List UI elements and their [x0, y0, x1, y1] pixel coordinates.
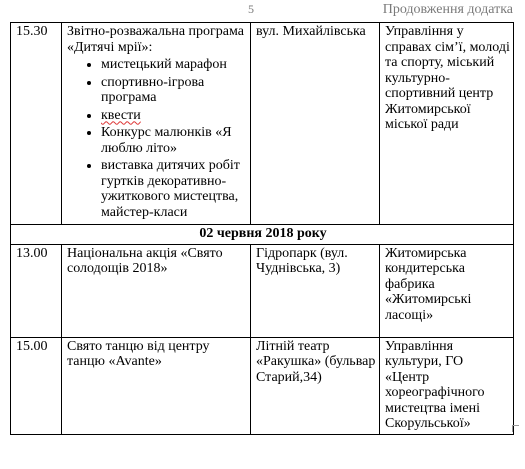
- event-title: Звітно-розважальна програма «Дитячі мрії»:: [67, 24, 244, 55]
- organizer-cell: Житомирська кондитерська фабрика «Житомирські ласощі»: [380, 244, 514, 337]
- event-cell: [62, 23, 251, 225]
- event-schedule-table: [10, 22, 514, 435]
- date-heading: 02 червня 2018 року: [11, 225, 514, 245]
- event-cell: Свято танцю від центру танцю «Avante»: [62, 337, 251, 434]
- page-number: 5: [248, 2, 254, 16]
- list-item: • мистецький марафон: [101, 57, 247, 73]
- text-boundary-mark: [512, 425, 519, 432]
- list-item: [101, 108, 247, 124]
- date-row: [11, 225, 514, 245]
- time-cell: 13.00: [11, 244, 62, 337]
- list-item-text: квести: [101, 107, 141, 123]
- table-row: [11, 23, 514, 225]
- list-item: • спортивно-ігрова програма: [101, 75, 247, 106]
- event-cell: Національна акція «Свято солодощів 2018»: [62, 244, 251, 337]
- place-cell: Літній театр «Ракушка» (бульвар Старий,34): [251, 337, 380, 434]
- time-cell: 15.30: [11, 23, 62, 225]
- table-row: [11, 337, 514, 434]
- table-row: [11, 244, 514, 337]
- place-cell: Гідропарк (вул. Чуднівська, 3): [251, 244, 380, 337]
- list-item: • Конкурс малюнків «Я люблю літо»: [101, 125, 247, 156]
- organizer-cell: Управління у справах сім’ї, молоді та спорту, міський культурно-спортивний центр Житомирської міської ради: [380, 23, 514, 225]
- continuation-label: Продовження додатка: [382, 2, 513, 17]
- list-item: • виставка дитячих робіт гуртків декоративно-ужиткового мистецтва, майстер-класи: [101, 158, 247, 220]
- place-cell: вул. Михайлівська: [251, 23, 380, 225]
- time-cell: 15.00: [11, 337, 62, 434]
- activity-list: [67, 57, 247, 220]
- organizer-cell: Управління культури, ГО «Центр хореографічного мистецтва імені Скорульської»: [380, 337, 514, 434]
